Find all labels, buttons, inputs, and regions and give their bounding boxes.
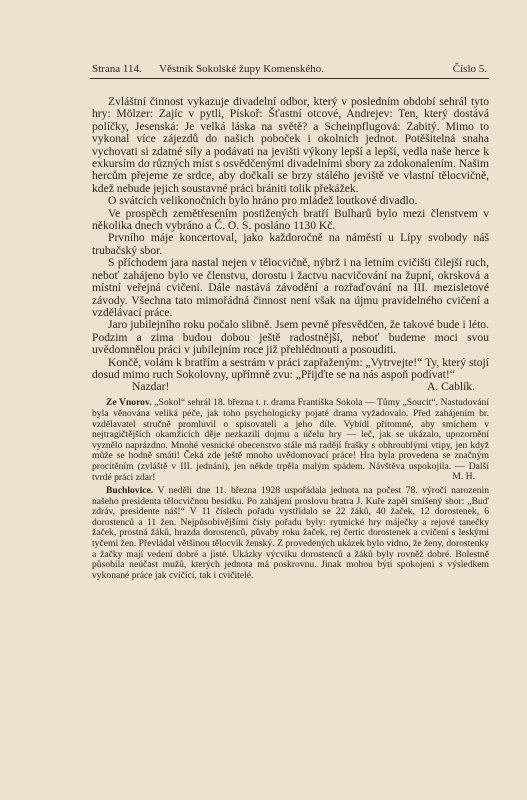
- article-body: [92, 96, 489, 581]
- paragraph: Jaro jubilejního roku počalo slibně. Jsem pevně přesvědčen, že takové bude i léto. Podzim a zima budou dobou ještě radostnější, neboť budeme moci svou uvědomnělou práci v jubilejním roce již přehlédnouti a posouditi.: [92, 318, 489, 357]
- paragraph: O svátcích velikonočních bylo hráno pro mládež loutkové divadlo.: [108, 194, 418, 208]
- paragraph: Ve prospěch zemětřesením postižených bratří Bulharů bylo mezi členstvem v několika dnech vybráno a Č. O. S. posláno 1130 Kč.: [92, 206, 489, 233]
- author-name: A. Cablík.: [427, 380, 475, 394]
- report-signature: [92, 472, 489, 483]
- report-place: Ze Vnorov.: [106, 397, 152, 409]
- report-text: V neděli dne 11. března 1928 uspořádala jednota na počest 78. výročí narozenin našeho presidenta tělocvičnou besídku. Po zahájení proslovu bratra J. Kuře zapěl smíšený sbor: „Buď zdráv, presidente náš!“ V 11 číslech pořadu vystřídalo se 22 žáků, 40 žaček, 12 dorostenek, 6 dorostenců a 11 žen. Nejpůsobivějšími čísly pořadu byly: rytmické hry máječky a rejové tanečky žaček, prostná žáků, hrazda dorostenců, půvaby roku žaček, rej čertic dorostenek a cvičení s leskými tyčemi žen. Převládal většinou tělocvik ženský. Z provedených ukázek bylo vidno, že ženy, dorostenky a žačky mají vedení dobré a jisté. Ukázky výcviku dorostenců a žáků byly rovněž dobré. Bolestně působila neúčast mužů, kterých jednota má poskrovnu. Jinak mohou býti spokojeni s výsledkem vykonané práce jak cvičící, tak i cvičitelé.: [92, 485, 489, 581]
- journal-title: Věstník Sokolské župy Komenského.: [159, 63, 324, 75]
- page-header: [92, 63, 487, 77]
- paragraph: S příchodem jara nastal nejen v tělocvičně, nýbrž i na letním cvičišti čilejší ruch, neboť zahájeno bylo ve členstvu, dorostu i žactvu nacvičování na župní, okrsková a místní veřejná cvičení. Dále nastává závodění a rozřaďování na III. mezisletové závody. Všechna tato mimořádná činnost není však na újmu pravidelného cvičení a vzdělávací práce.: [92, 256, 489, 319]
- greeting: Nazdar!: [132, 380, 170, 394]
- issue-number: Číslo 5.: [452, 63, 487, 75]
- report-place: Buchlovice.: [106, 485, 154, 497]
- page-number: Strana 114.: [92, 63, 142, 75]
- paragraph: Prvního máje koncertoval, jako každoročně na náměstí u Lípy svobody náš trubačský sbor.: [92, 231, 489, 257]
- header-rule: [90, 78, 489, 79]
- report-buchlovice: [92, 486, 489, 581]
- paragraph: Zvláštní činnost vykazuje divadelní odbor, který v posledním období sehrál tyto hry: Mölzer: Zajíc v pytli, Pískoř: Šťastní otcové, Andrejev: Ten, který dostává políčky, Jesenská: Je velká láska na světě? a Scheinpflugová: Zabitý. Mimo to vykonal více zájezdů do našich poboček i okolních jednot. Potěšitelná snaha vychovati si zdatné síly a podávati na jevišti výkony lepší a lepší, vedla naše herce k exkursím do různých míst s osvědčenými divadelními sbory za zdokonalením. Našim hercům přejeme ze srdce, aby dočkali se brzy stálého jeviště ve vlastní tělocvičně, kdež nebude jejich soustavné práci brániti tolik překážek.: [92, 95, 490, 195]
- paragraph: Končě, volám k bratřím a sestrám v práci zapřaženým: „Vytrvejte!“ Ty, který stojí dosud mimo ruch Sokolovny, upřímně zvu: „Přijďte se na nás aspoň podívat!“: [92, 355, 489, 381]
- article-signature: [92, 381, 489, 394]
- report-vnorov: [92, 398, 489, 483]
- report-author: M. H.: [452, 471, 475, 483]
- report-text: „Sokol“ sehrál 18. března t. r. drama Františka Sokola — Tůmy „Soucit“. Nastudování byla věnována veliká péče, jak toho psychologicky pojaté drama vyžadovalo. Před zahájením br. vzdělavatel stručně promluvil o spisovateli a jeho díle. Vybídl přítomné, aby smíchem v nejtragičtějších okamžicích děje nezkazili dojmu a účelu hry — leč, jak se ukázalo, upozornění vyznělo naprázdno. Mnohé vesnické obecenstvo stále má radějí frašky s obhroublými vtipy, jen když může se hodně smáti! Čeká zde ještě mnoho uvědomovací práce! Hra byla provedena se značným procítěním (zvláště v III. jednání), jen někde trpěla malým spádem. Návštěva uspokojila. — Další tvrdé práci zdar!: [92, 397, 489, 483]
